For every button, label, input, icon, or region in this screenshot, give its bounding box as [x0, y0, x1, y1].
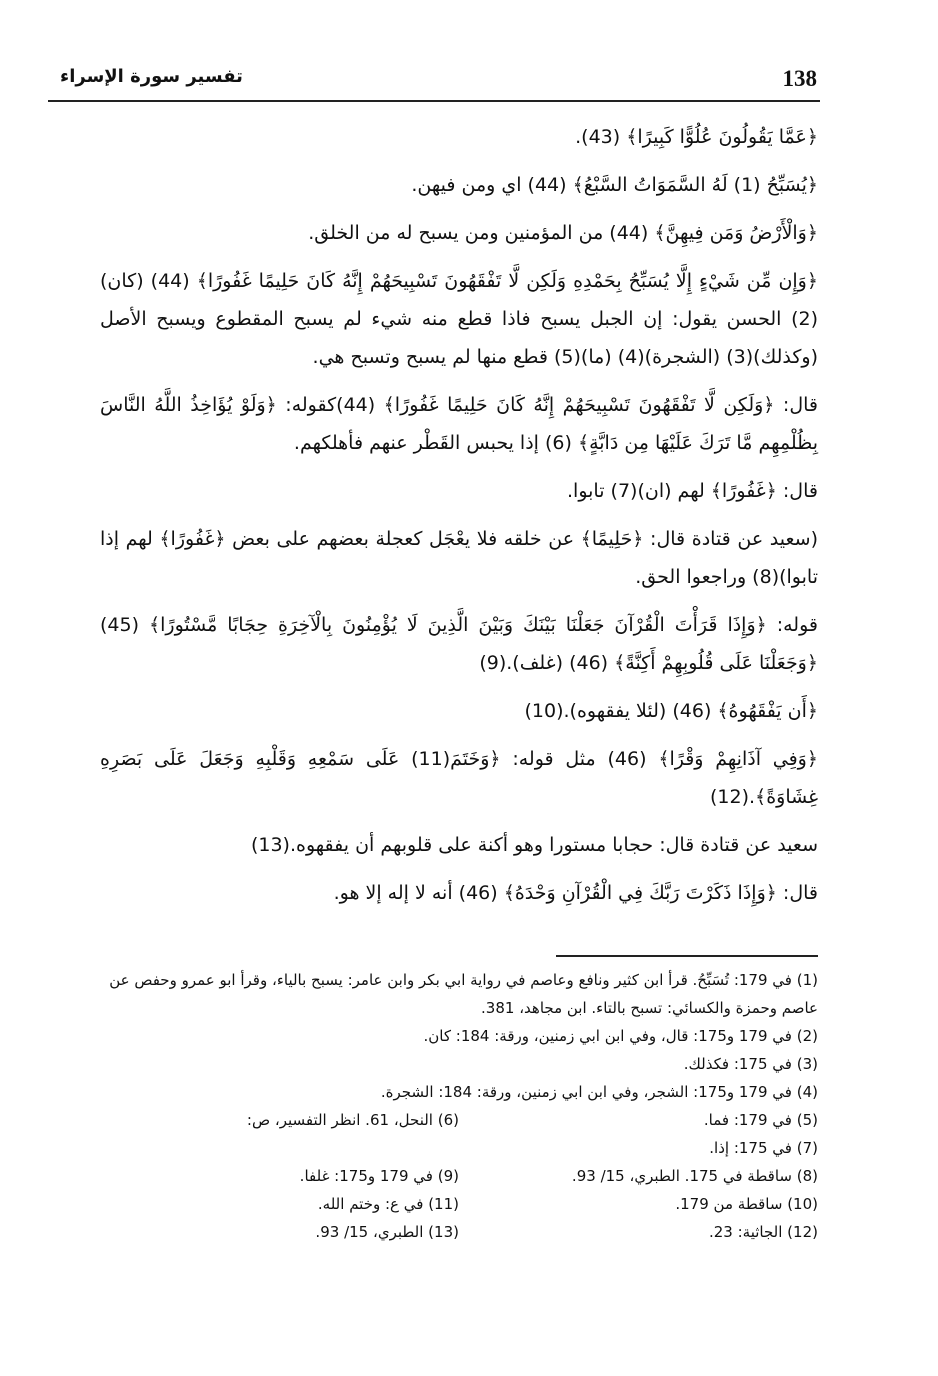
footnote-row: [100, 1190, 818, 1218]
paragraph: قال: ﴿وَلَكِن لَّا تَفْقَهُونَ تَسْبِيحَهُمْ إِنَّهُ كَانَ حَلِيمًا غَفُورًا﴾ (44)كقوله: ﴿وَلَوْ يُؤَاخِذُ اللَّهُ النَّاسَ بِظُلْمِهِم مَّا تَرَكَ عَلَيْهَا مِن دَابَّةٍ﴾ (6) إذا يحبس القَطْر عنهم فأهلكهم.: [100, 394, 818, 454]
footnote-row: [100, 1106, 818, 1134]
paragraph: قوله: ﴿وَإِذَا قَرَأْتَ الْقُرْآنَ جَعَلْنَا بَيْنَكَ وَبَيْنَ الَّذِينَ لَا يُؤْمِنُونَ بِالْآخِرَةِ حِجَابًا مَّسْتُورًا﴾ (45) ﴿وَجَعَلْنَا عَلَى قُلُوبِهِمْ أَكِنَّةً﴾ (46) (غلف).(9): [100, 614, 818, 674]
paragraph: ﴿وَفِي آذَانِهِمْ وَقْرًا﴾ (46) مثل قوله: ﴿وَخَتَمَ(11) عَلَى سَمْعِهِ وَقَلْبِهِ وَجَعَلَ عَلَى بَصَرِهِ غِشَاوَةً﴾.(12): [100, 748, 818, 808]
footnote-divider: [556, 955, 818, 957]
footnote: (8) ساقطة في 175. الطبري، 15/ 93.: [571, 1167, 818, 1185]
footnote: (7) في 175: إذا.: [709, 1139, 818, 1157]
main-text: [100, 118, 818, 922]
footnote: (3) في 175: فكذلك.: [683, 1055, 818, 1073]
footnote: (11) في ع: وختم الله.: [317, 1195, 459, 1213]
footnote: (10) ساقطة من 179.: [675, 1195, 818, 1213]
footnote: (12) الجاثية: 23.: [708, 1223, 818, 1241]
page-number: 138: [782, 66, 817, 91]
paragraph: ﴿عَمَّا يَقُولُونَ عُلُوًّا كَبِيرًا﴾ (43).: [575, 126, 818, 148]
footnote-row: [100, 1162, 818, 1190]
footnote: (13) الطبري، 15/ 93.: [315, 1223, 459, 1241]
paragraph: ﴿وَالْأَرْضُ وَمَن فِيهِنَّ﴾ (44) من المؤمنين ومن يسبح له من الخلق.: [308, 222, 818, 244]
footnote: (6) النحل، 61. انظر التفسير، ص:: [246, 1111, 459, 1129]
paragraph: ﴿يُسَبِّحُ (1) لَهُ السَّمَوَاتُ السَّبْعُ﴾ (44) اي ومن فيهن.: [411, 174, 818, 196]
paragraph: سعيد عن قتادة قال: حجابا مستورا وهو أكنة على قلوبهم أن يفقهوه.(13): [250, 834, 818, 856]
paragraph: قال: ﴿غَفُورًا﴾ لهم (ان)(7) تابوا.: [567, 480, 818, 502]
paragraph: ﴿وَإِن مِّن شَيْءٍ إِلَّا يُسَبِّحُ بِحَمْدِهِ وَلَكِن لَّا تَفْقَهُونَ تَسْبِيحَهُمْ إِنَّهُ كَانَ حَلِيمًا غَفُورًا﴾ (44) (كان)(2) الحسن يقول: إن الجبل يسبح فاذا قطع منه شيء لم يسبح المقطوع ويسبح الأصل (وكذلك)(3) (الشجرة)(4) (ما)(5) قطع منها لم يسبح وتسبح هي.: [100, 270, 818, 368]
footnote: (2) في 179 و175: قال، وفي ابن ابي زمنين، ورقة: 184: كان.: [423, 1027, 818, 1045]
footnote: (9) في 179 و175: غلفا.: [299, 1167, 459, 1185]
footnote: (4) في 179 و175: الشجر، وفي ابن ابي زمنين، ورقة: 184: الشجرة.: [380, 1083, 818, 1101]
footnote: (5) في 179: فما.: [703, 1111, 818, 1129]
paragraph: ﴿أَن يَفْقَهُوهُ﴾ (46) (لئلا يفقهوه).(10): [524, 700, 818, 722]
footnote: (1) في 179: تُسَبِّحُ. قرأ ابن كثير ونافع وعاصم في رواية ابي بكر وابن عامر: يسبح بالياء، وقرأ ابو عمرو وحفص عن عاصم وحمزة والكسائي: تسبح بالتاء. ابن مجاهد، 381.: [109, 971, 818, 1017]
running-title: تفسير سورة الإسراء: [60, 66, 243, 87]
footnotes: [100, 966, 818, 1246]
footnote-row: [100, 1218, 818, 1246]
paragraph: (سعيد عن قتادة قال: ﴿حَلِيمًا﴾ عن خلقه فلا يعْجَل كعجلة بعضهم على بعض ﴿غَفُورًا﴾ لهم إذا تابوا)(8) وراجعوا الحق.: [100, 528, 818, 588]
header-divider: [48, 100, 820, 102]
paragraph: قال: ﴿وَإِذَا ذَكَرْتَ رَبَّكَ فِي الْقُرْآنِ وَحْدَهُ﴾ (46) أنه لا إله إلا هو.: [333, 882, 818, 904]
